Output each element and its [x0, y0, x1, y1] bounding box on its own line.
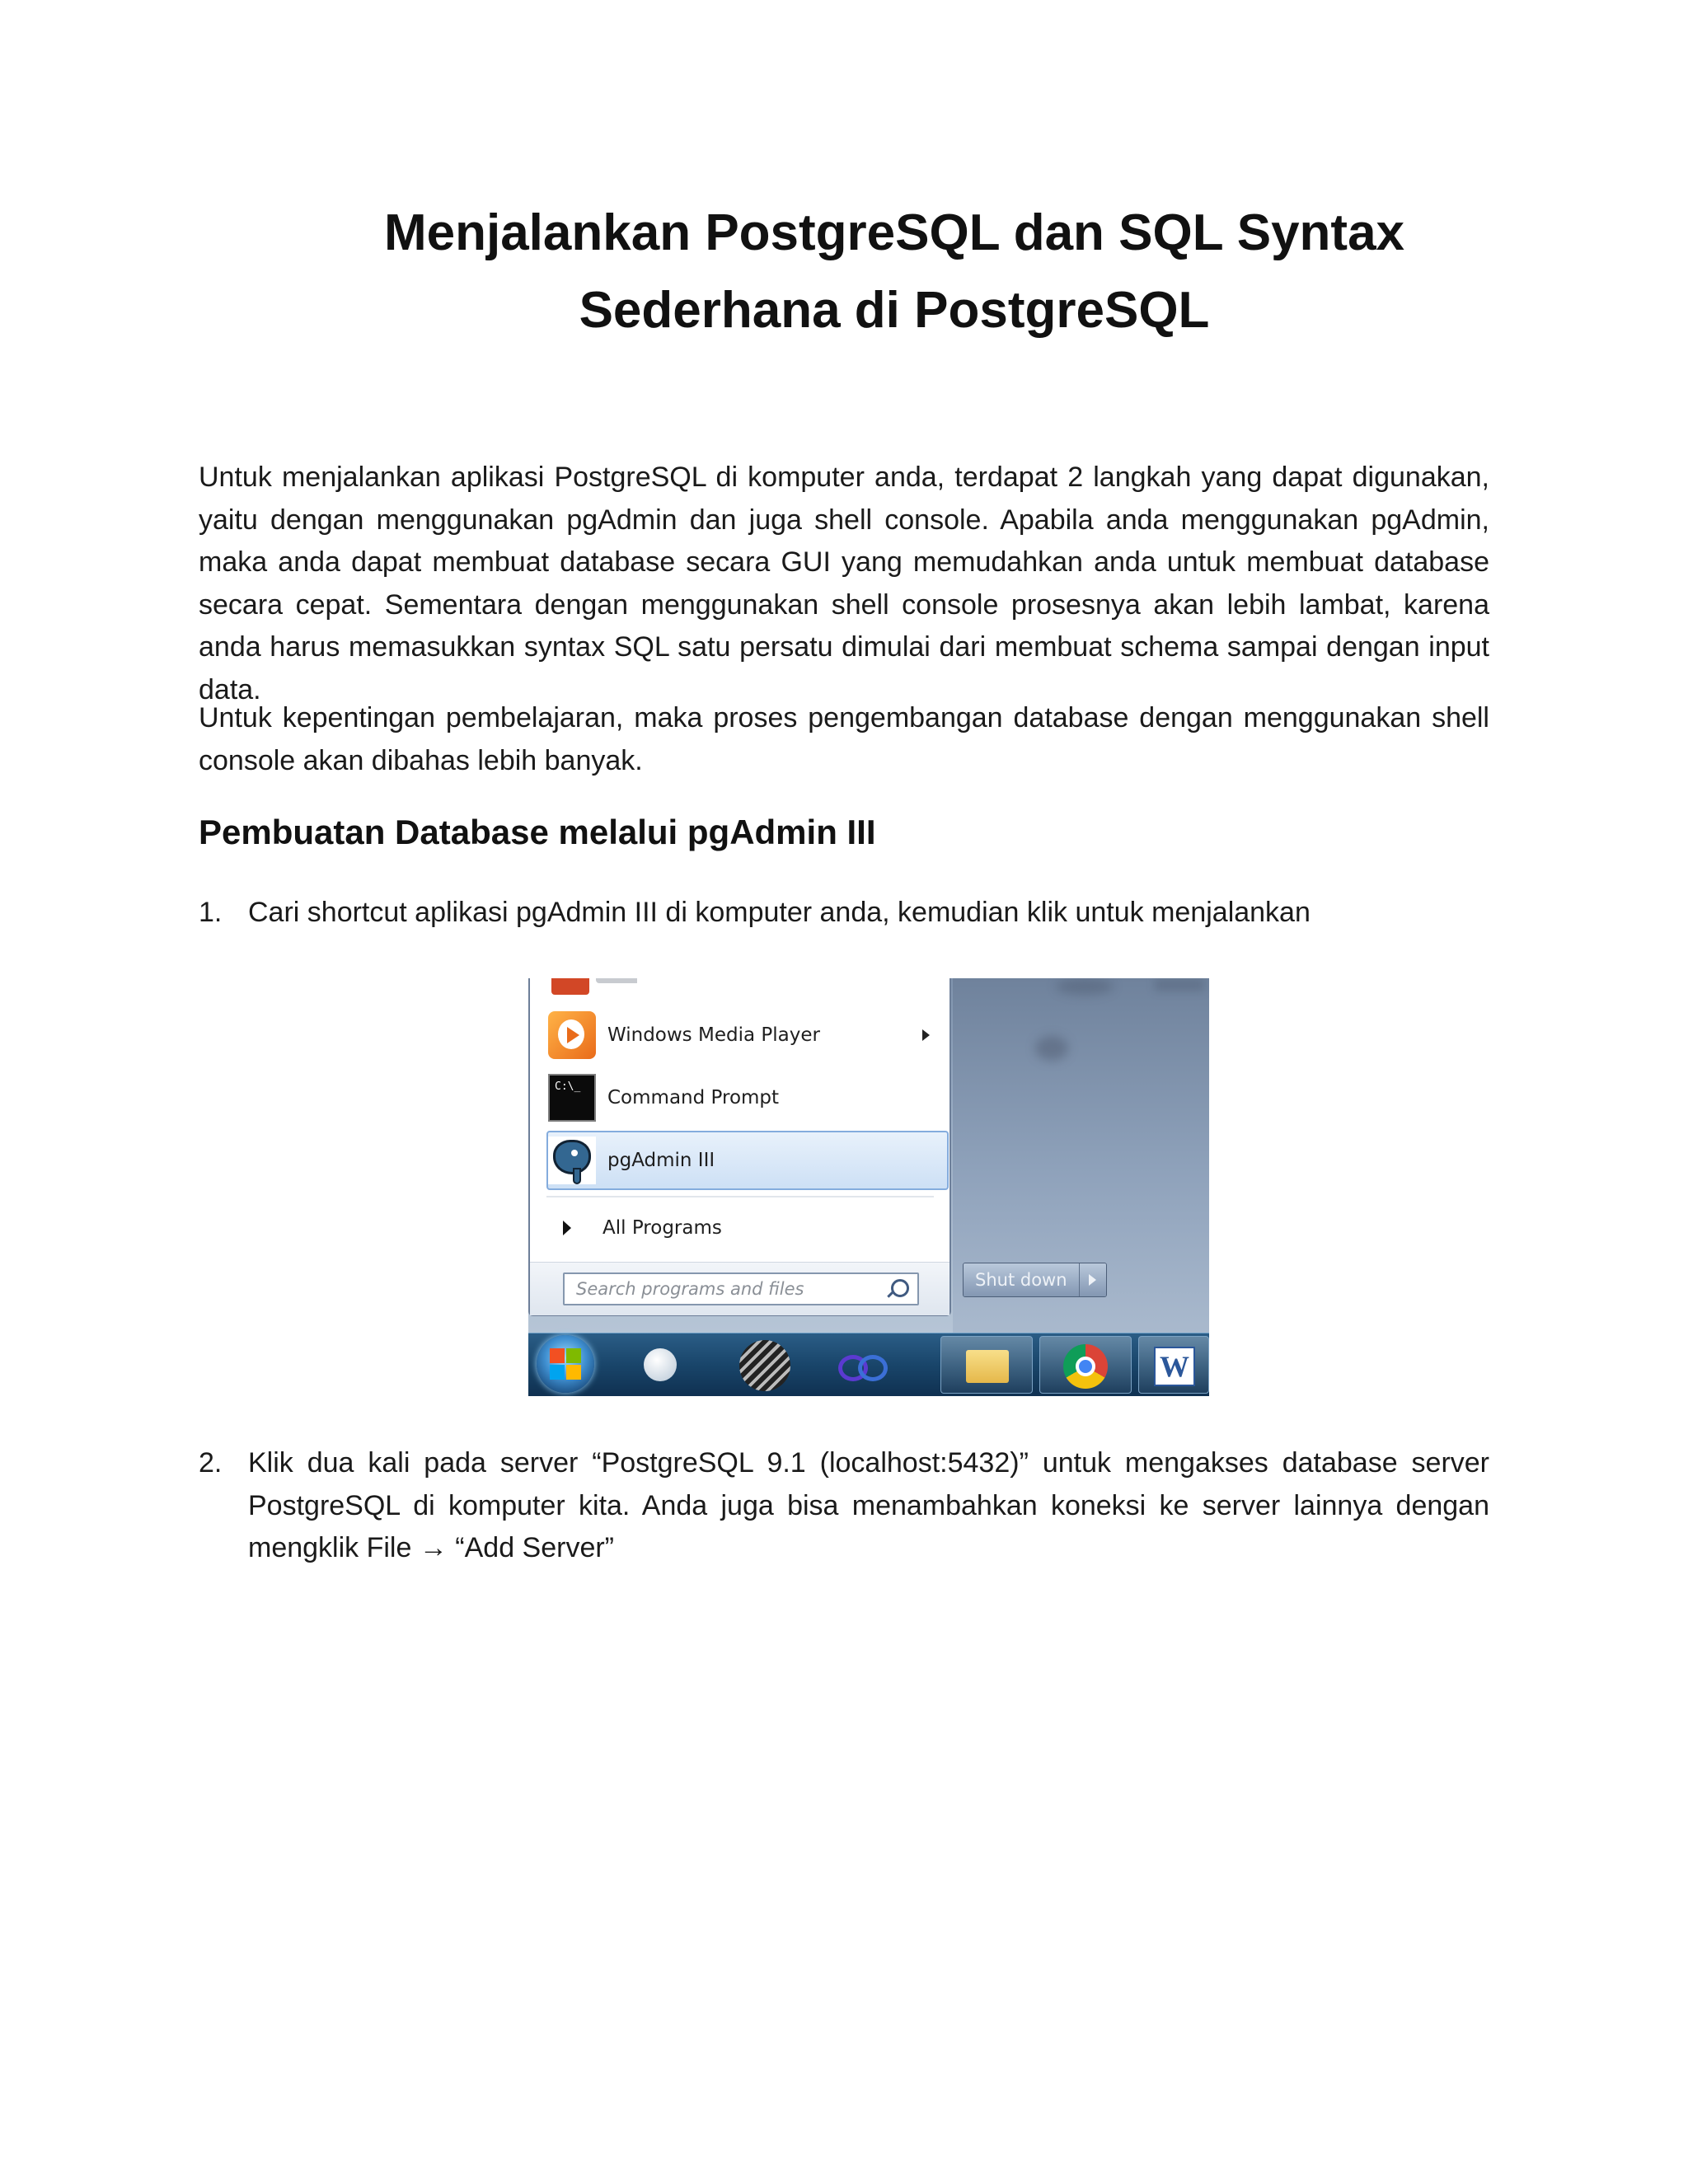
- folder-icon: [966, 1350, 1009, 1383]
- search-input[interactable]: [563, 1272, 919, 1305]
- menu-item-label: Command Prompt: [607, 1087, 780, 1108]
- command-prompt-icon: C:\_: [548, 1074, 596, 1122]
- step-2: [199, 1442, 1489, 1570]
- intro-paragraph: Untuk menjalankan aplikasi PostgreSQL di komputer anda, terdapat 2 langkah yang dapat digunakan, yaitu dengan menggunakan pgAdmin dan juga shell console. Apabila anda menggunakan pgAdmin, maka anda dapat membuat database secara GUI yang memudahkan anda untuk membuat database secara cepat. Sementara dengan menggunakan shell console prosesnya akan lebih lambat, karena anda harus memasukkan syntax SQL satu persatu dimulai dari membuat schema sampai dengan input data.: [199, 462, 1489, 705]
- blurred-item: [1056, 978, 1114, 995]
- chrome-taskbar-button[interactable]: [1039, 1336, 1132, 1394]
- internet-explorer-icon[interactable]: [644, 1348, 677, 1381]
- shutdown-options-arrow-icon[interactable]: [1080, 1263, 1106, 1296]
- folder-taskbar-button[interactable]: [940, 1336, 1033, 1394]
- visual-studio-icon[interactable]: [835, 1352, 888, 1378]
- word-icon: W: [1154, 1347, 1195, 1386]
- taskbar: [528, 1333, 1209, 1396]
- title-line-1: Menjalankan PostgreSQL dan SQL Syntax: [383, 204, 1405, 261]
- sphere-app-icon[interactable]: [739, 1340, 790, 1391]
- start-menu-left-pane: [528, 978, 951, 1316]
- word-taskbar-button[interactable]: [1138, 1336, 1209, 1394]
- step-1: [199, 892, 1489, 935]
- section-heading: Pembuatan Database melalui pgAdmin III: [199, 813, 876, 851]
- search-placeholder: Search programs and files: [576, 1279, 804, 1299]
- shutdown-button-group: [963, 1263, 1107, 1297]
- menu-item-windows-media-player[interactable]: [548, 1006, 948, 1064]
- menu-item-label: Windows Media Player: [607, 1024, 820, 1046]
- all-programs-item[interactable]: [563, 1202, 722, 1254]
- blurred-item: [1155, 978, 1204, 991]
- powerpoint-icon: [551, 978, 589, 995]
- start-menu-screenshot: [528, 978, 1209, 1396]
- search-icon[interactable]: [891, 1279, 909, 1297]
- step-number: 2.: [199, 1447, 223, 1479]
- document-title: [198, 194, 1591, 349]
- learning-paragraph: Untuk kepentingan pembelajaran, maka proses pengembangan database dengan menggunakan shell console akan dibahas lebih banyak.: [199, 702, 1489, 776]
- windows-start-orb-icon[interactable]: [537, 1335, 594, 1393]
- menu-divider: [546, 1196, 934, 1197]
- triangle-right-icon: [563, 1221, 571, 1235]
- step-number: 1.: [199, 897, 223, 928]
- menu-item-command-prompt[interactable]: [548, 1069, 948, 1127]
- all-programs-label: All Programs: [603, 1217, 722, 1239]
- windows-media-player-icon: [548, 1011, 596, 1059]
- menu-item-pgadmin[interactable]: [546, 1131, 949, 1190]
- blurred-item: [1035, 1036, 1068, 1061]
- cut-off-menu-item: [546, 978, 637, 996]
- chrome-icon: [1063, 1344, 1108, 1389]
- menu-item-label: pgAdmin III: [607, 1150, 715, 1171]
- shutdown-button[interactable]: Shut down: [964, 1263, 1080, 1296]
- step-text: Cari shortcut aplikasi pgAdmin III di komputer anda, kemudian klik untuk menjalankan: [248, 897, 1311, 928]
- pgadmin-elephant-icon: [548, 1137, 596, 1184]
- step-text: Klik dua kali pada server “PostgreSQL 9.1 (localhost:5432)” untuk mengakses database server PostgreSQL di komputer kita. Anda juga bisa menambahkan koneksi ke server lainnya dengan mengklik File → “Add Server”: [248, 1447, 1489, 1563]
- search-area: [530, 1262, 950, 1315]
- title-line-2: Sederhana di PostgreSQL: [579, 282, 1210, 339]
- cut-off-label: [596, 978, 637, 983]
- submenu-arrow-icon: [922, 1029, 930, 1041]
